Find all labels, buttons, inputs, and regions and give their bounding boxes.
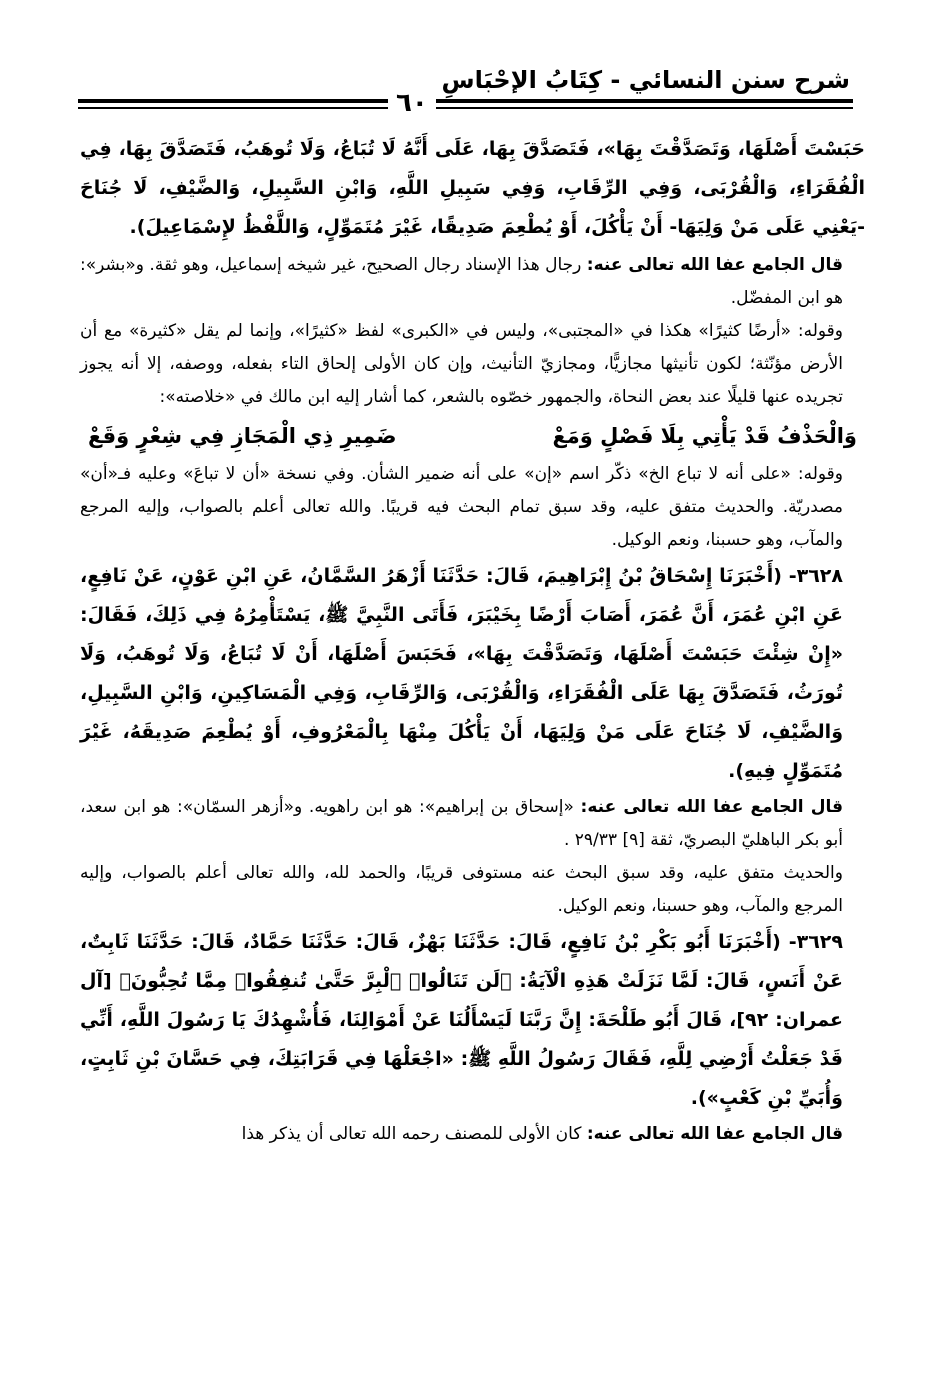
hadith-3628: ٣٦٢٨- (أَخْبَرَنَا إِسْحَاقُ بْنُ إِبْرَاهِيمَ، قَالَ: حَدَّثَنَا أَزْهَرُ السَّمَّانُ، عَنِ ابْنِ عَوْنٍ، عَنْ نَافِعٍ، عَنِ ابْنِ عُمَرَ، أَنَّ عُمَرَ، أَصَابَ أَرْضًا بِخَيْبَرَ، فَأَتَى النَّبِيَّ ﷺ، يَسْتَأْمِرُهُ فِي ذَلِكَ، فَقَالَ: «إِنْ شِئْتَ حَبَسْتَ أَصْلَهَا، وَتَصَدَّقْتَ بِهَا»، فَحَبَسَ أَصْلَهَا، أَنْ لَا تُبَاعُ، وَلَا تُوهَبُ، وَلَا تُورَثُ، فَتَصَدَّقَ بِهَا عَلَى الْفُقَرَاءِ، وَالْقُرْبَى، وَالرِّقَابِ، وَفِي الْمَسَاكِينِ، وَابْنِ السَّبِيلِ، وَالضَّيْفِ، لَا جُنَاحَ عَلَى مَنْ وَلِيَهَا، أَنْ يَأْكُلَ مِنْهَا بِالْمَعْرُوفِ، أَوْ يُطْعِمَ صَدِيقَهُ، غَيْرَ مُتَمَوِّلٍ فِيهِ). <box>80 565 843 782</box>
page-number: ٦٠ <box>388 88 436 118</box>
commentator-label: قال الجامع عفا الله تعالى عنه: <box>586 1124 843 1144</box>
header-rule-thick <box>78 99 853 103</box>
header-rule-thin <box>78 107 853 109</box>
commentary-paragraph <box>80 249 865 315</box>
hadith-continuation: حَبَسْتَ أَصْلَهَا، وَتَصَدَّقْتَ بِهَا»، فَتَصَدَّقَ بِهَا، عَلَى أَنَّهُ لَا تُبَاعُ، وَلَا تُوهَبُ، فَتَصَدَّقَ بِهَا، فِي الْفُقَرَاءِ، وَالْقُرْبَى، وَفِي الرِّقَابِ، وَفِي سَبِيلِ اللَّهِ، وَابْنِ السَّبِيلِ، وَالضَّيْفِ، لَا جُنَاحَ -يَعْنِي عَلَى مَنْ وَلِيَهَا- أَنْ يَأْكُلَ، أَوْ يُطْعِمَ صَدِيقًا، غَيْرَ مُتَمَوِّلٍ، وَاللَّفْظُ لإِسْمَاعِيلَ). <box>80 138 865 238</box>
commentary-paragraph: وقوله: «أرضًا كثيرًا» هكذا في «المجتبى»، وليس في «الكبرى» لفظ «كثيرًا»، وإنما لم يقل «كثيرة» مع أن الأرض مؤنّثة؛ لكون تأنيثها مجازيًّا، ومجازيّ التأنيث، وإن كان الأولى إلحاق التاء بفعله، ووصفه، إلا أنه يجوز تجريده عنها قليلًا عند بعض النحاة، والجمهور خصّوه بالشعر، كما أشار إليه ابن مالك في «خلاصته»: <box>80 321 843 407</box>
verse-first-hemistich: وَالْحَذْفُ قَدْ يَأْتِي بِلَا فَصْلٍ وَمَعْ <box>552 424 857 448</box>
commentary-text: «إسحاق بن إبراهيم»: هو ابن راهويه. و«أزهر السمّان»: هو ابن سعد، أبو بكر الباهليّ البصريّ، ثقة [٩] ٢٩/٣٣ . <box>80 797 843 850</box>
commentary-paragraph: وقوله: «على أنه لا تباع الخ» ذكّر اسم «إن» على أنه ضمير الشأن. وفي نسخة «أن لا تباعَ» وعليه فـ«أن» مصدريّة. والحديث متفق عليه، وقد سبق تمام البحث فيه قريبًا. والله تعالى أعلم بالصواب، وإليه المرجع والمآب، وهو حسبنا، ونعم الوكيل. <box>80 464 843 550</box>
commentary-paragraph: والحديث متفق عليه، وقد سبق البحث عنه مستوفى قريبًا، والحمد لله، والله تعالى أعلم بالصواب، وإليه المرجع والمآب، وهو حسبنا، ونعم الوكيل. <box>80 863 843 916</box>
commentary-paragraph <box>80 1118 865 1151</box>
commentary-paragraph <box>80 791 865 857</box>
commentator-label: قال الجامع عفا الله تعالى عنه: <box>580 797 843 817</box>
poetry-verse <box>80 414 865 458</box>
commentator-label: قال الجامع عفا الله تعالى عنه: <box>586 255 843 275</box>
commentary-text: كان الأولى للمصنف رحمه الله تعالى أن يذكر هذا <box>241 1124 587 1144</box>
commentary-text: رجال هذا الإسناد رجال الصحيح، غير شيخه إسماعيل، وهو ثقة. و«بشر»: هو ابن المفضّل. <box>80 255 843 308</box>
page-body <box>80 130 865 1151</box>
hadith-3629: ٣٦٢٩- (أَخْبَرَنَا أَبُو بَكْرِ بْنُ نَافِعٍ، قَالَ: حَدَّثَنَا بَهْزٌ، قَالَ: حَدَّثَنَا حَمَّادٌ، قَالَ: حَدَّثَنَا ثَابِتٌ، عَنْ أَنَسٍ، قَالَ: لَمَّا نَزَلَتْ هَذِهِ الْآيَةُ: ﴿لَن تَنَالُوا۟ ٱلْبِرَّ حَتَّىٰ تُنفِقُوا۟ مِمَّا تُحِبُّونَ﴾ [آل عمران: ٩٢]، قَالَ أَبُو طَلْحَةَ: إِنَّ رَبَّنَا لَيَسْأَلُنَا عَنْ أَمْوَالِنَا، فَأُشْهِدُكَ يَا رَسُولَ اللَّهِ، أَنِّي قَدْ جَعَلْتُ أَرْضِي لِلَّهِ، فَقَالَ رَسُولُ اللَّهِ ﷺ: «اجْعَلْهَا فِي قَرَابَتِكَ، فِي حَسَّانَ بْنِ ثَابِتٍ، وَأُبَيِّ بْنِ كَعْبٍ»). <box>80 931 843 1109</box>
verse-second-hemistich: ضَمِيرِ ذِي الْمَجَازِ فِي شِعْرٍ وَقَعْ <box>88 424 397 448</box>
running-title: شرح سنن النسائي - كِتَابُ الإحْبَاسِ <box>441 66 850 94</box>
